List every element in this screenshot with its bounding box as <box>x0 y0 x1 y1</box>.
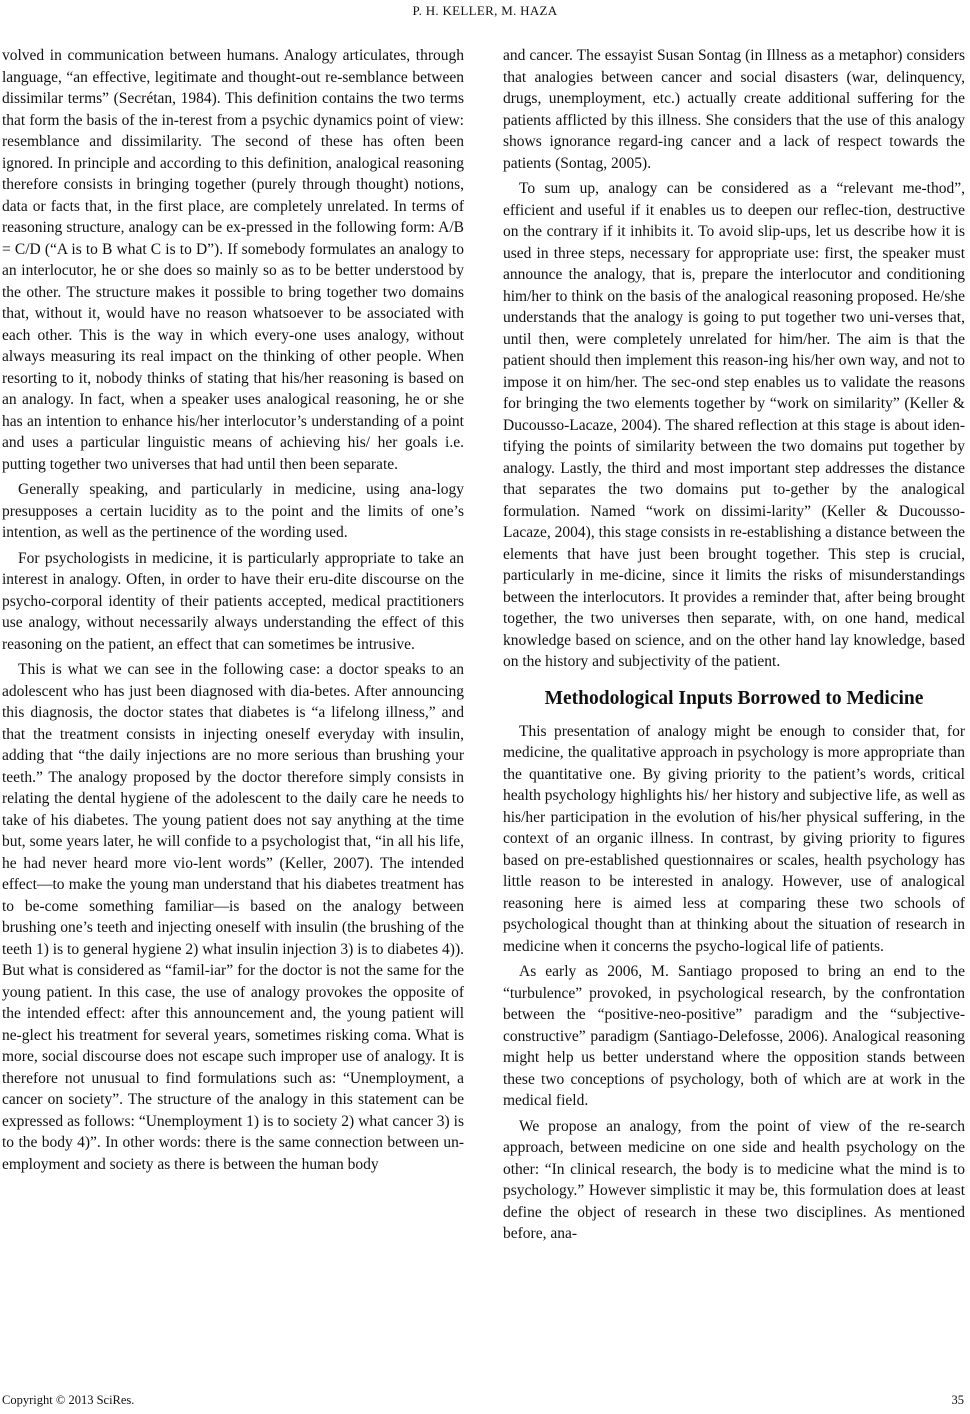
body-paragraph: volved in communication between humans. Analogy articulates, through language, “an effective, legitimate and thought-out re-semblance between dissimilar terms” (Secrétan, 1984). This definition contains the two terms that form the basis of the in-terest from a psychic dynamics point of view: resemblance and dissimilarity. The second of these has often been ignored. In principle and according to this definition, analogical reasoning therefore consists in bringing together (purely through thought) notions, data or facts that, in the first place, are completely unrelated. In terms of reasoning structure, analogy can be ex-pressed in the following form: A/B = C/D (“A is to B what C is to D”). If somebody formulates an analogy to an interlocutor, he or she does so mainly so as to be better understood by the other. The structure makes it possible to bring together two domains that, without it, would have no reason whatsoever to be associated with each other. This is the way in which every-one uses analogy, without always measuring its real impact on the thinking of other people. When resorting to it, nobody thinks of stating that his/her reasoning is based on an analogy. In fact, when a speaker uses analogical reasoning, he or she has an intention to enhance his/her interlocutor’s understanding of a point and uses a particular linguistic means of achieving his/ her goals i.e. putting together two universes that had until then been separate. <box>2 47 464 473</box>
section-heading: Methodological Inputs Borrowed to Medicine <box>544 687 924 709</box>
page-footer <box>2 1393 964 1408</box>
body-paragraph: This presentation of analogy might be enough to consider that, for medicine, the qualitative approach in psychology is more appropriate than the quantitative one. By giving priority to the patient’s words, critical health psychology highlights his/ her history and subjective life, as well as his/her participation in the evolution of his/her physical suffering, in the context of an organic illness. In contrast, by giving priority to figures based on pre-established questionnaires or scales, health psychology has little reason to be interested in analogy. However, use of analogical reasoning here is aimed less at comparing these two schools of psychological thought than at thinking about the situation of research in medicine when it concerns the psycho-logical life of patients. <box>503 722 965 955</box>
body-paragraph: We propose an analogy, from the point of view of the re-search approach, between medicine on one side and health psychology on the other: “In clinical research, the body is to medicine what the mind is to psychology.” However simplistic it may be, this formulation does at least define the object of research in these two disciplines. As mentioned before, ana- <box>503 1117 965 1242</box>
running-head: P. H. KELLER, M. HAZA <box>412 3 558 18</box>
body-paragraph: Generally speaking, and particularly in medicine, using ana-logy presupposes a certain lucidity as to the point and the limits of one’s intention, as well as the pertinence of the wording used. <box>2 481 464 541</box>
copyright-notice: Copyright © 2013 SciRes. <box>2 1393 135 1407</box>
left-column <box>2 45 464 1179</box>
body-paragraph: For psychologists in medicine, it is particularly appropriate to take an interest in analogy. Often, in order to have their eru-dite discourse on the psycho-corporal identity of their patients accepted, medical practitioners use analogy, without necessarily always understanding the effect of this reasoning on the patient, an effect that can sometimes be intrusive. <box>2 549 464 653</box>
right-column <box>503 45 965 1249</box>
body-paragraph: To sum up, analogy can be considered as a “relevant me-thod”, efficient and useful if it enables us to deepen our reflec-tion, destructive on the contrary if it inhibits it. To avoid slip-ups, let us describe how it is used in three steps, necessary for appropriate use: first, the speaker must announce the analogy, that is, prepare the interlocutor and conditioning him/her to think on the basis of the analogical reasoning proposed. He/she understands that the analogy is going to put together two uni-verses that, until then, were completely unrelated for him/her. The aim is that the patient should then implement this reason-ing his/her own way, and not to impose it on him/her. The sec-ond step enables us to validate the reasons for bringing the two elements together by “work on similarity” (Keller & Ducousso-Lacaze, 2004). The shared reflection at this stage is about iden-tifying the points of similarity between the two domains put together by analogy. Lastly, the third and most important step addresses the distance that separates the two domains put to-gether by the analogical formulation. Named “work on dissimi-larity” (Keller & Ducousso-Lacaze, 2004), this stage consists in re-establishing a distance between the elements that have just been brought together. This step is crucial, particularly in me-dicine, since it limits the risks of misunderstandings between the interlocutors. It provides a reminder that, after being brought together, the two universes then separate, with, on one hand, medical knowledge based on science, and on the other hand lay knowledge, based on the history and subjectivity of the patient. <box>503 180 965 670</box>
page-number: 35 <box>951 1393 964 1407</box>
body-paragraph: and cancer. The essayist Susan Sontag (in Illness as a metaphor) considers that analogies between cancer and social disasters (war, delinquency, drugs, unemployment, etc.) actually create additional suffering for the patients afflicted by this illness. She considers that the use of this analogy shows ignorance regard-ing cancer and a lack of respect towards the patients (Sontag, 2005). <box>503 47 965 172</box>
body-paragraph: This is what we can see in the following case: a doctor speaks to an adolescent who has just been diagnosed with dia-betes. After announcing this diagnosis, the doctor states that diabetes is “a lifelong illness,” and that the treatment consists in injecting oneself everyday with insulin, adding that “the daily injections are no more serious than brushing your teeth.” The analogy proposed by the doctor therefore simply consists in relating the dental hygiene of the adolescent to the daily care he needs to take of his diabetes. The young patient does not say anything at the time but, some years later, he will confide to a psychologist that, “in all his life, he had never heard more vio-lent words” (Keller, 2007). The intended effect—to make the young man understand that his diabetes treatment has to be-come something familiar—is based on the analogy between brushing one’s teeth and injecting oneself with insulin (the brushing of the teeth 1) is to general hygiene 2) what insulin injection 3) is to diabetes 4)). But what is considered as “famil-iar” for the doctor is not the same for the young patient. In this case, the use of analogy provokes the opposite of the intended effect: after this announcement and, the young patient will ne-glect his treatment for several years, sometimes risking coma. What is more, social discourse does not escape such improper use of analogy. It is therefore not unusual to find formulations such as: “Unemployment, a cancer on society”. The structure of the analogy in this statement can be expressed as follows: “Unemployment 1) is to society 2) what cancer 3) is to the body 4)”. In other words: there is the same connection between un-employment and society as there is between the human body <box>2 661 464 1173</box>
body-paragraph: As early as 2006, M. Santiago proposed to bring an end to the “turbulence” provoked, in psychological research, by the confrontation between the “positive-neo-positive” paradigm and the “subjective-constructive” paradigm (Santiago-Delefosse, 2006). Analogical reasoning might help us better understand where the opposition stands between these two conceptions of psychology, both of which are at work in the medical field. <box>503 963 965 1109</box>
